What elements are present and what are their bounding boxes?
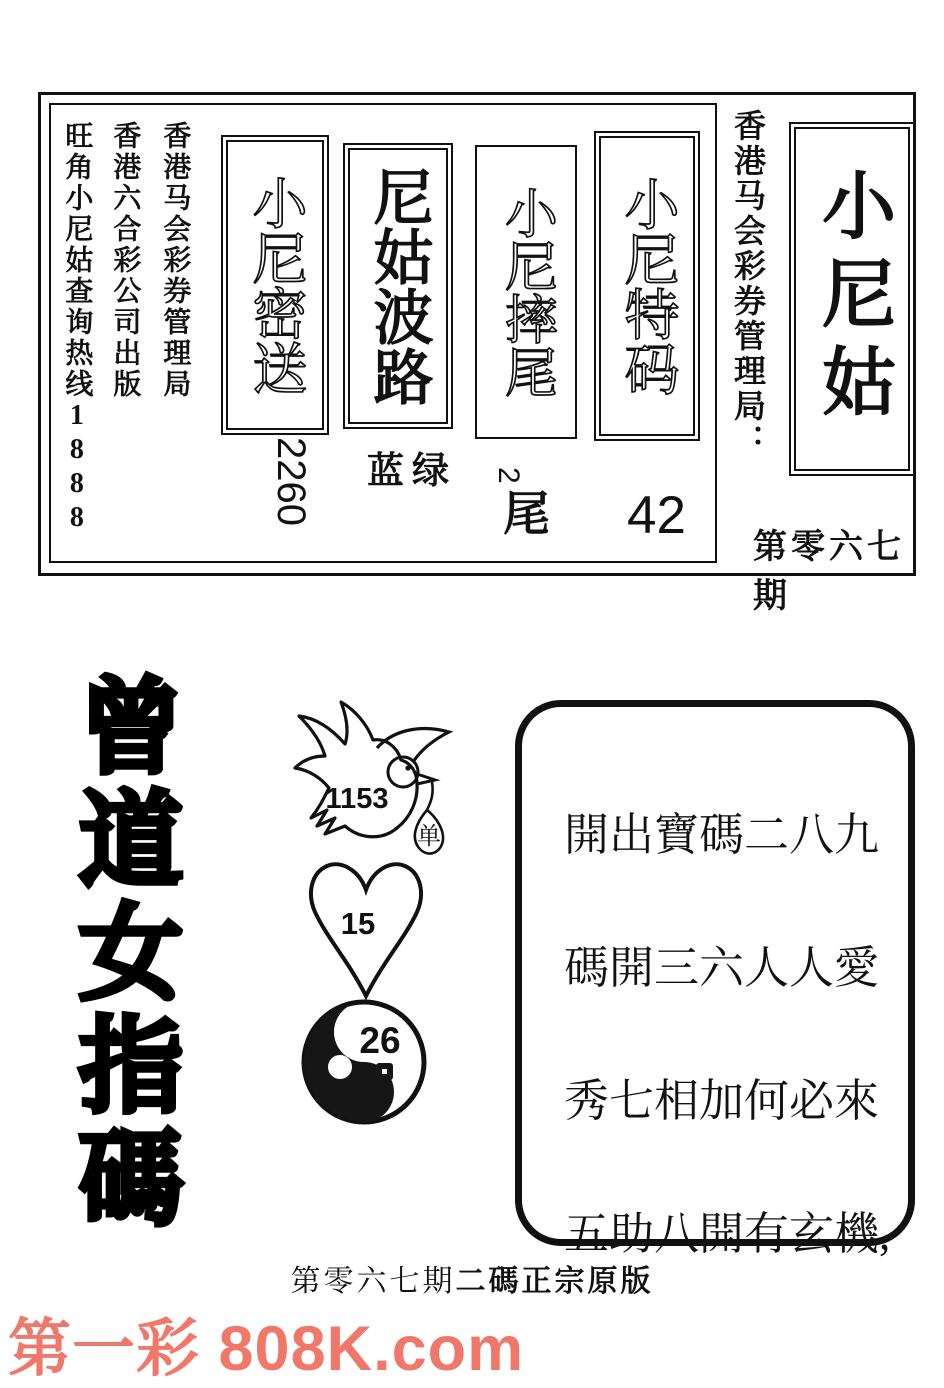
main-vertical-title: 曾道女指碼: [63, 672, 178, 1237]
panel-value-prefix: 2: [492, 467, 525, 484]
masthead-title: 小尼姑: [811, 167, 893, 431]
dove-number: 1153: [325, 783, 389, 815]
header-inner-box: [49, 103, 717, 563]
panel-nigu-bolu: [343, 143, 453, 429]
panel-xiaoni-misong: [221, 135, 329, 435]
dove-string: [427, 782, 433, 810]
authority-column: 香港马会彩券管理局：: [730, 109, 766, 459]
taiji-white-dot: [328, 1055, 352, 1079]
masthead-box: [789, 122, 915, 476]
taiji-black-dot-glyph: [382, 1069, 387, 1074]
panel-title: 小尼摔尾: [497, 186, 556, 398]
poem-line: 碼開三六人人愛: [564, 943, 880, 993]
dove-body-outline: [295, 702, 417, 837]
panel-title: 小尼特码: [616, 176, 678, 396]
taiji-number: 26: [359, 1020, 401, 1061]
panel-title: 尼姑波路: [365, 166, 432, 406]
panel-xiaoni-shuaiwei: [475, 145, 577, 439]
heart-number: 15: [340, 906, 376, 941]
publisher-column-company: 香港六合彩公司出版: [109, 121, 141, 400]
poem-box: [515, 700, 915, 1259]
bottom-caption: [0, 1256, 944, 1300]
panel-xiaoni-tema: [594, 131, 700, 441]
dove-tag-label: 单: [417, 824, 441, 850]
taiji-icon: [298, 995, 430, 1129]
poem-line: 秀七相加何必來: [564, 1076, 880, 1126]
dove-eye: [405, 765, 410, 770]
site-watermark: 第一彩 808K.com: [8, 1314, 525, 1384]
header-box: [38, 92, 916, 615]
panel-value-2260: 2260: [269, 437, 313, 526]
poem-line: 開出寶碼二八九: [564, 810, 880, 860]
panel-value-42: 42: [627, 486, 686, 545]
caption-issue: 第零六七期: [290, 1265, 456, 1298]
heart-icon: [298, 852, 434, 1004]
poem-lines: [564, 769, 890, 1301]
issue-number: 第零六七期: [753, 529, 905, 615]
publisher-column-authority: 香港马会彩券管理局: [159, 121, 191, 400]
dove-icon: [281, 690, 473, 866]
publisher-column-hotline: 旺角小尼姑查询热线1888: [61, 121, 93, 536]
panel-value-lanlv: 蓝绿: [367, 451, 457, 492]
poem-line: 五助八開有玄機,: [564, 1209, 891, 1259]
caption-title: 二碼正宗原版: [455, 1265, 654, 1298]
panel-title: 小尼密送: [244, 175, 306, 395]
dove-wing-outline: [377, 729, 449, 762]
panel-value-wei: 尾: [503, 489, 550, 541]
